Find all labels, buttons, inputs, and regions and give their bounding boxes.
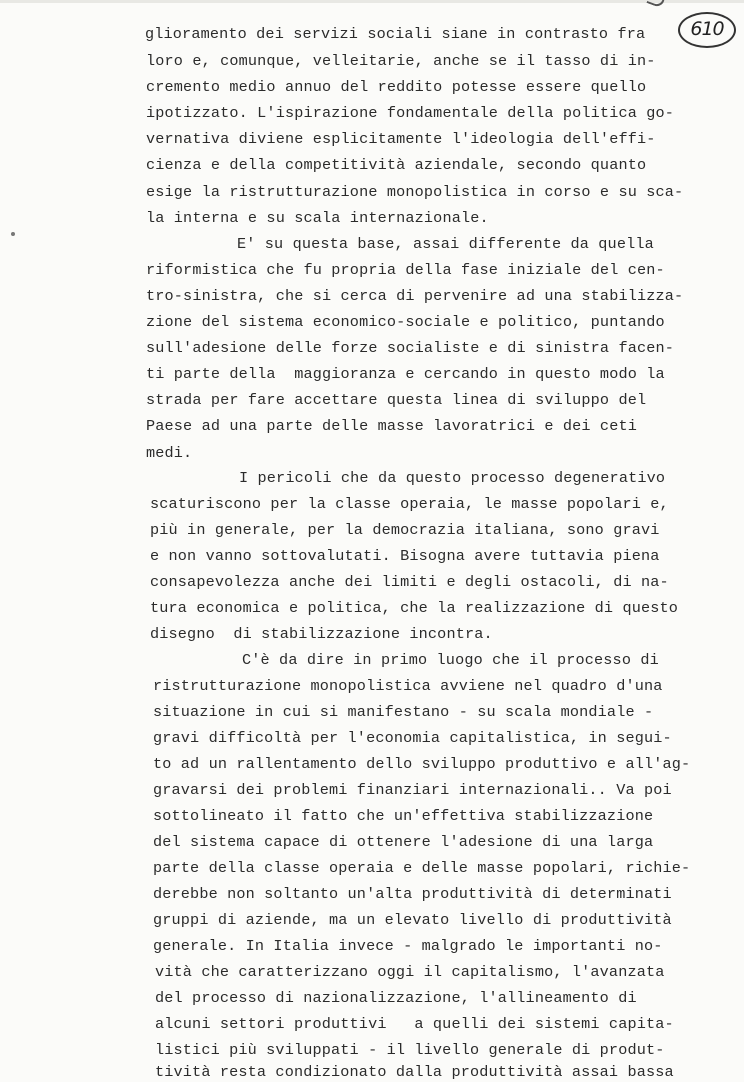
text-line: ristrutturazione monopolistica avviene nel quadro d'una — [153, 677, 663, 695]
text-line: cienza e della competitività aziendale, secondo quanto — [146, 156, 647, 174]
text-line: più in generale, per la democrazia italiana, sono gravi — [150, 521, 660, 539]
text-line: gravarsi dei problemi finanziari internazionali.. Va poi — [153, 781, 672, 799]
text-line: gravi difficoltà per l'economia capitalistica, in segui- — [153, 729, 672, 747]
text-line: to ad un rallentamento dello sviluppo produttivo e all'ag- — [153, 755, 691, 773]
text-line: tura economica e politica, che la realizzazione di questo — [150, 599, 679, 617]
text-line: esige la ristrutturazione monopolistica in corso e su sca- — [146, 183, 684, 201]
text-line: ti parte della maggioranza e cercando in questo modo la — [146, 365, 665, 383]
text-line: e non vanno sottovalutati. Bisogna avere tuttavia piena — [150, 547, 660, 565]
text-line: cremento medio annuo del reddito potesse essere quello — [146, 78, 647, 96]
text-line: ipotizzato. L'ispirazione fondamentale della politica go- — [146, 104, 675, 122]
text-line: strada per fare accettare questa linea di sviluppo del — [146, 391, 647, 409]
text-line: loro e, comunque, velleitarie, anche se il tasso di in- — [146, 52, 656, 70]
text-line: vernativa diviene esplicitamente l'ideologia dell'effi- — [146, 130, 656, 148]
text-line: vità che caratterizzano oggi il capitalismo, l'avanzata — [155, 963, 665, 981]
text-line: generale. In Italia invece - malgrado le importanti no- — [153, 937, 663, 955]
text-line: glioramento dei servizi sociali siane in contrasto fra — [145, 25, 646, 43]
text-line: E' su questa base, assai differente da quella — [237, 235, 654, 253]
page-top-edge — [0, 0, 744, 3]
text-line: del sistema capace di ottenere l'adesione di una larga — [153, 833, 654, 851]
text-line: tività resta condizionato dalla produttività assai bassa — [155, 1063, 674, 1081]
text-line: listici più sviluppati - il livello generale di produt- — [155, 1041, 665, 1059]
text-line: alcuni settori produttivi a quelli dei sistemi capita- — [155, 1015, 674, 1033]
text-line: I pericoli che da questo processo degenerativo — [239, 469, 666, 487]
text-line: sottolineato il fatto che un'effettiva stabilizzazione — [153, 807, 654, 825]
text-line: riformistica che fu propria della fase iniziale del cen- — [146, 261, 665, 279]
text-line: medi. — [146, 444, 193, 462]
text-line: consapevolezza anche dei limiti e degli ostacoli, di na- — [150, 573, 669, 591]
text-line: situazione in cui si manifestano - su scala mondiale - — [153, 703, 654, 721]
page-number-stamp: 610 — [678, 12, 736, 48]
text-line: disegno di stabilizzazione incontra. — [150, 625, 493, 643]
margin-dot — [11, 232, 15, 236]
text-line: gruppi di aziende, ma un elevato livello di produttività — [153, 911, 672, 929]
text-line: Paese ad una parte delle masse lavoratrici e dei ceti — [146, 417, 637, 435]
text-line: C'è da dire in primo luogo che il processo di — [242, 651, 659, 669]
text-line: zione del sistema economico-sociale e politico, puntando — [146, 313, 665, 331]
text-line: sull'adesione delle forze socialiste e di sinistra facen- — [146, 339, 675, 357]
handwritten-mark — [646, 0, 665, 8]
text-line: derebbe non soltanto un'alta produttività di determinati — [153, 885, 672, 903]
text-line: la interna e su scala internazionale. — [146, 209, 489, 227]
text-line: scaturiscono per la classe operaia, le masse popolari e, — [150, 495, 669, 513]
text-line: parte della classe operaia e delle masse popolari, richie- — [153, 859, 691, 877]
text-line: del processo di nazionalizzazione, l'allineamento di — [155, 989, 637, 1007]
text-line: tro-sinistra, che si cerca di pervenire ad una stabilizza- — [146, 287, 684, 305]
